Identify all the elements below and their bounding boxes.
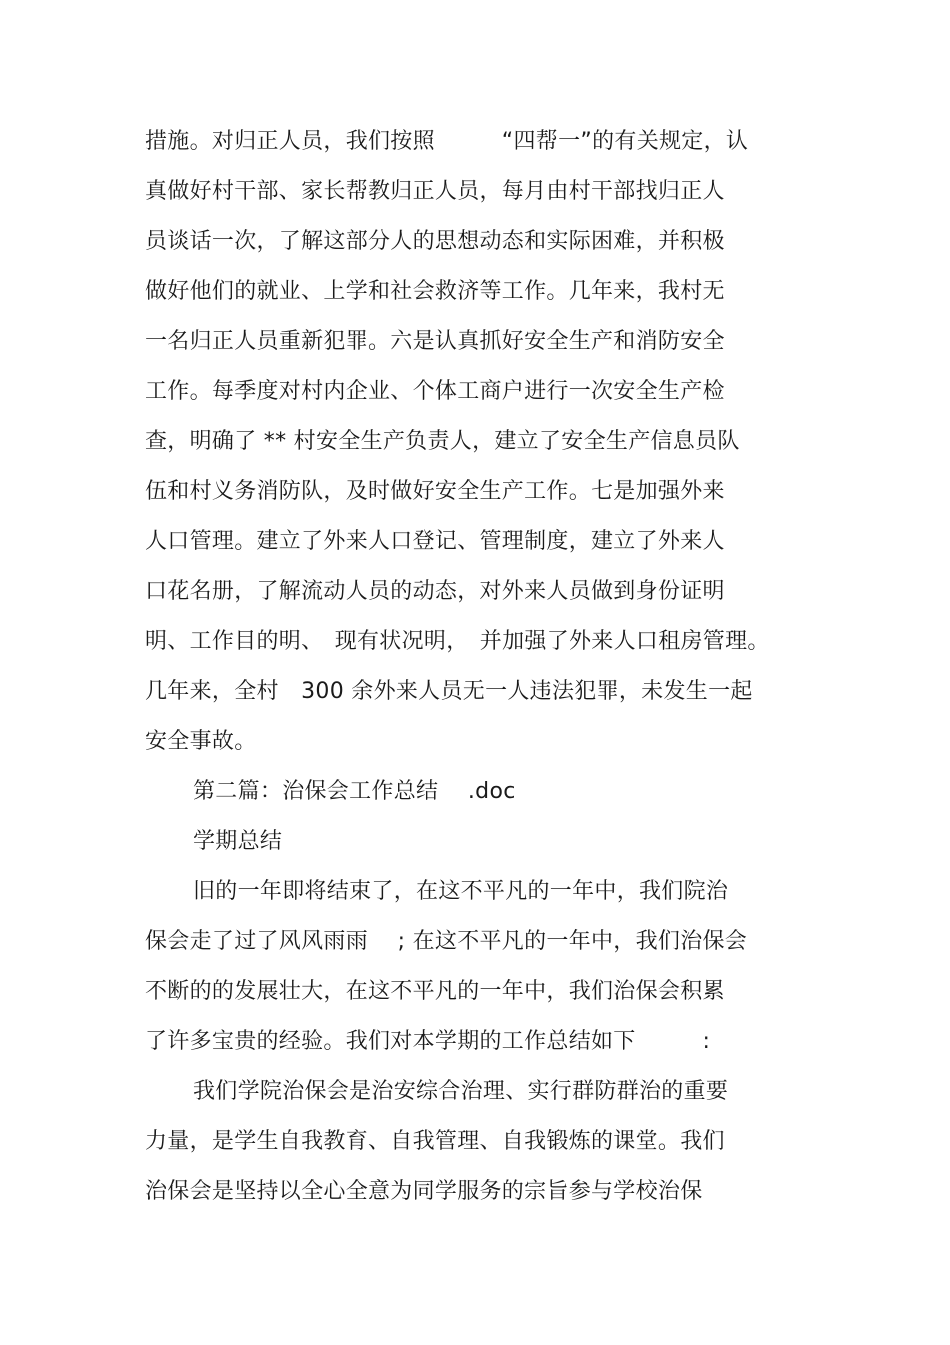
body-text-line: 措施。对归正人员，我们按照 “四帮一”的有关规定，认 <box>145 129 749 154</box>
body-text-line: 力量，是学生自我教育、自我管理、自我锻炼的课堂。我们 <box>145 1129 725 1154</box>
body-text-line: 伍和村义务消防队，及时做好安全生产工作。七是加强外来 <box>145 479 725 504</box>
body-text-line: 几年来，全村 300 余外来人员无一人违法犯罪，未发生一起 <box>145 679 753 704</box>
body-text-line: 真做好村干部、家长帮教归正人员，每月由村干部找归正人 <box>145 179 725 204</box>
body-text-line: 口花名册，了解流动人员的动态，对外来人员做到身份证明 <box>145 579 725 604</box>
body-text-line: 员谈话一次，了解这部分人的思想动态和实际困难，并积极 <box>145 229 725 254</box>
body-text-line: 人口管理。建立了外来人口登记、管理制度，建立了外来人 <box>145 529 725 554</box>
body-text-line: 了许多宝贵的经验。我们对本学期的工作总结如下 : <box>145 1029 711 1054</box>
body-text-line: 查，明确了 ** 村安全生产负责人，建立了安全生产信息员队 <box>145 429 740 454</box>
body-text-line: 治保会是坚持以全心全意为同学服务的宗旨参与学校治保 <box>145 1179 703 1204</box>
body-text-line: 不断的的发展壮大，在这不平凡的一年中，我们治保会积累 <box>145 979 725 1004</box>
body-text-line: 做好他们的就业、上学和社会救济等工作。几年来，我村无 <box>145 279 725 304</box>
body-text-line: 明、工作目的明、 现有状况明， 并加强了外来人口租房管理。 <box>145 629 770 654</box>
body-text-line: 一名归正人员重新犯罪。六是认真抓好安全生产和消防安全 <box>145 329 725 354</box>
section-subheading: 学期总结 <box>193 829 283 854</box>
body-text-line: 工作。每季度对村内企业、个体工商户进行一次安全生产检 <box>145 379 725 404</box>
body-text-line: 保会走了过了风风雨雨 ; 在这不平凡的一年中，我们治保会 <box>145 929 748 954</box>
body-text-line: 旧的一年即将结束了，在这不平凡的一年中，我们院治 <box>193 879 729 904</box>
body-text-line: 我们学院治保会是治安综合治理、实行群防群治的重要 <box>193 1079 729 1104</box>
body-text-line: 安全事故。 <box>145 729 257 754</box>
section-heading: 第二篇：治保会工作总结 .doc <box>193 779 516 804</box>
